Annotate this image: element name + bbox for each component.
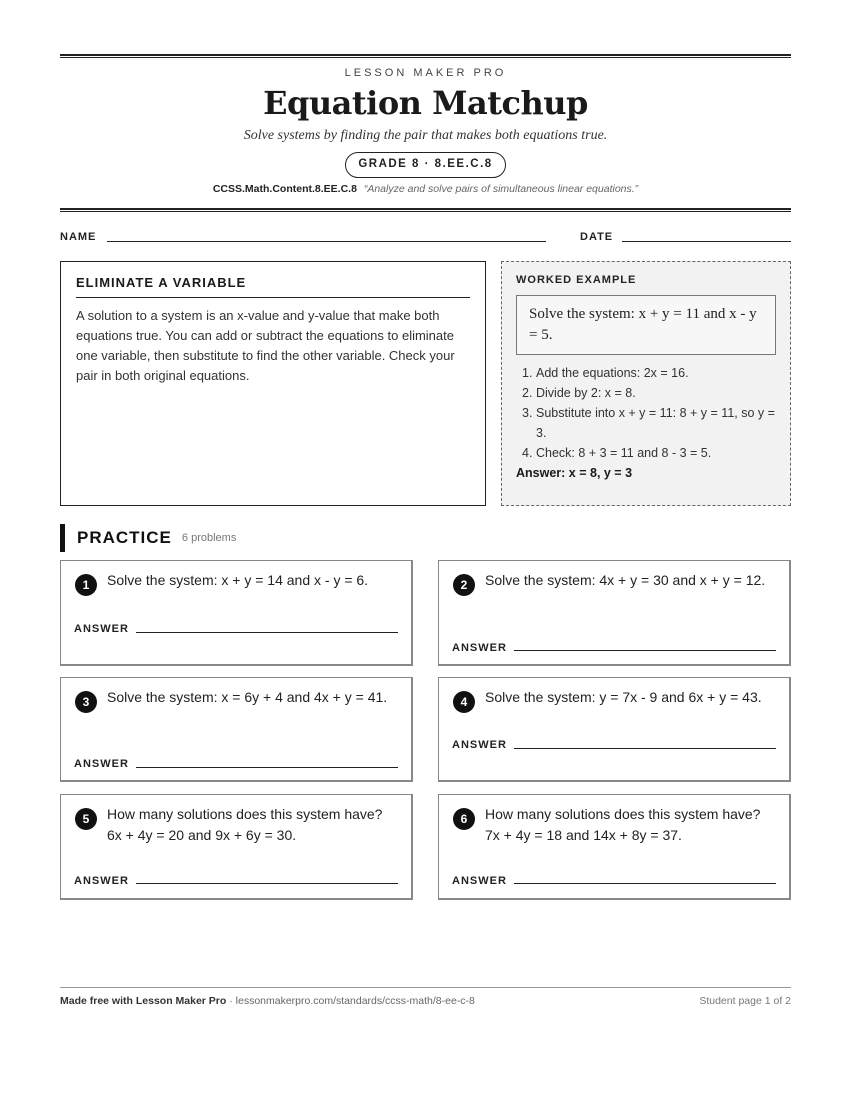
answer-field[interactable] bbox=[136, 632, 398, 633]
top-divider bbox=[60, 54, 791, 58]
answer-field[interactable] bbox=[514, 748, 776, 749]
answer-label: ANSWER bbox=[74, 623, 129, 635]
problem-text: Solve the system: 4x + y = 30 and x + y = 12. bbox=[485, 572, 766, 588]
answer-label: ANSWER bbox=[452, 642, 507, 654]
example-step: 1. Add the equations: 2x = 16. bbox=[522, 366, 689, 380]
footer-divider bbox=[60, 987, 791, 988]
answer-field[interactable] bbox=[514, 650, 776, 651]
example-step: 4. Check: 8 + 3 = 11 and 8 - 3 = 5. bbox=[522, 446, 712, 460]
problem-text: Solve the system: y = 7x - 9 and 6x + y = 43. bbox=[485, 689, 762, 705]
footer-url[interactable]: · lessonmakerpro.com/standards/ccss-math/8-ee-c-8 bbox=[226, 995, 475, 1007]
header-divider bbox=[60, 208, 791, 212]
problem-text: Solve the system: x + y = 14 and x - y = 6. bbox=[107, 572, 369, 588]
footer-page-number: Student page 1 of 2 bbox=[699, 995, 791, 1007]
problem-text: How many solutions does this system have? 7x + 4y = 18 and 14x + 8y = 37. bbox=[485, 806, 761, 843]
problem-card-4 bbox=[438, 677, 791, 782]
practice-title: PRACTICE bbox=[77, 528, 172, 547]
problem-card-1 bbox=[60, 560, 413, 666]
answer-field[interactable] bbox=[136, 767, 398, 768]
answer-field[interactable] bbox=[136, 883, 398, 884]
practice-count: 6 problems bbox=[181, 532, 237, 544]
problem-text: Solve the system: x = 6y + 4 and 4x + y = 41. bbox=[107, 689, 388, 705]
problem-card-6 bbox=[438, 794, 791, 900]
problem-card-2 bbox=[438, 560, 791, 666]
problem-number-badge: 3 bbox=[75, 691, 97, 713]
footer-credit bbox=[60, 995, 475, 1007]
page-title: Equation Matchup bbox=[263, 84, 588, 122]
problem-number-badge: 4 bbox=[453, 691, 475, 713]
date-label: DATE bbox=[580, 231, 614, 243]
footer-made-with: Made free with Lesson Maker Pro bbox=[60, 995, 227, 1007]
worksheet-page bbox=[60, 0, 791, 1100]
problem-number-badge: 1 bbox=[75, 574, 97, 596]
problem-number-badge: 5 bbox=[75, 808, 97, 830]
example-step: 2. Divide by 2: x = 8. bbox=[522, 386, 636, 400]
worked-example-answer: Answer: x = 8, y = 3 bbox=[516, 466, 633, 480]
worked-example-box bbox=[501, 261, 791, 506]
grade-badge: GRADE 8 · 8.EE.C.8 bbox=[345, 152, 506, 178]
worked-example-steps bbox=[516, 363, 776, 463]
date-field[interactable] bbox=[622, 241, 791, 242]
problem-card-3 bbox=[60, 677, 413, 782]
standard-line bbox=[60, 183, 791, 195]
worked-example-title: WORKED EXAMPLE bbox=[516, 274, 637, 286]
answer-label: ANSWER bbox=[452, 875, 507, 887]
practice-accent-bar bbox=[60, 524, 65, 552]
problem-number-badge: 6 bbox=[453, 808, 475, 830]
problem-card-5 bbox=[60, 794, 413, 900]
practice-header bbox=[60, 524, 236, 552]
problem-number-badge: 2 bbox=[453, 574, 475, 596]
example-step: 3. Substitute into x + y = 11: 8 + y = 11, so y = 3. bbox=[522, 406, 775, 440]
answer-label: ANSWER bbox=[74, 758, 129, 770]
page-subtitle: Solve systems by finding the pair that makes both equations true. bbox=[243, 128, 608, 143]
concept-title: ELIMINATE A VARIABLE bbox=[76, 275, 470, 298]
concept-text: A solution to a system is an x-value and y-value that make both equations true. You can add or subtract the equations to eliminate one variable, then substitute to find the other variable. Check your pair in both original equations. bbox=[76, 308, 455, 383]
brand-name: LESSON MAKER PRO bbox=[344, 67, 507, 79]
answer-label: ANSWER bbox=[74, 875, 129, 887]
name-label: NAME bbox=[60, 231, 97, 243]
answer-field[interactable] bbox=[514, 883, 776, 884]
concept-box bbox=[60, 261, 486, 506]
worked-example-problem: Solve the system: x + y = 11 and x - y = 5. bbox=[516, 295, 776, 355]
answer-label: ANSWER bbox=[452, 739, 507, 751]
name-field[interactable] bbox=[107, 241, 546, 242]
standard-code: CCSS.Math.Content.8.EE.C.8 bbox=[212, 183, 357, 195]
standard-description: “Analyze and solve pairs of simultaneous linear equations.” bbox=[363, 183, 639, 195]
problem-text: How many solutions does this system have? 6x + 4y = 20 and 9x + 6y = 30. bbox=[107, 806, 383, 843]
